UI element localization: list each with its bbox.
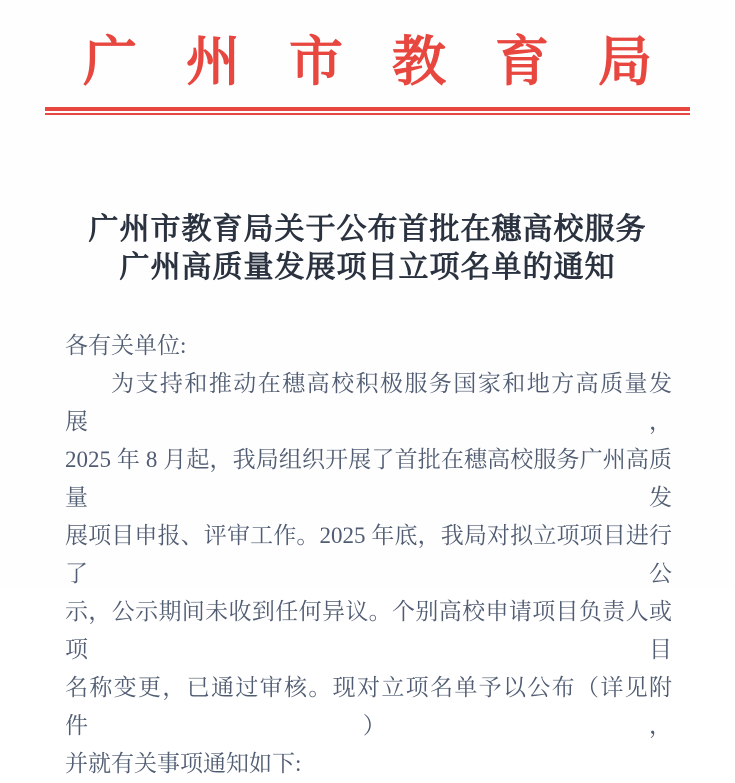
- notice-title: [0, 211, 735, 287]
- body-line: 名称变更，已通过审核。现对立项名单予以公布（详见附件），: [65, 675, 672, 738]
- letterhead: [0, 0, 735, 115]
- notice-body: [65, 327, 672, 783]
- letterhead-divider: [45, 107, 690, 115]
- body-line: 示，公示期间未收到任何异议。个别高校申请项目负责人或项目: [65, 599, 672, 662]
- body-line: 展项目申报、评审工作。2025 年底，我局对拟立项项目进行了公: [65, 523, 672, 586]
- notice-title-line2: 广州高质量发展项目立项名单的通知: [119, 251, 616, 284]
- agency-name: 广州市教育局: [83, 32, 701, 92]
- notice-title-line1: 广州市教育局关于公布首批在穗高校服务: [88, 213, 647, 246]
- salutation: 各有关单位:: [65, 333, 187, 358]
- body-line: 并就有关事项通知如下:: [65, 751, 302, 776]
- divider-thin-line: [45, 113, 690, 115]
- divider-thick-line: [45, 107, 690, 111]
- body-line: 为支持和推动在穗高校积极服务国家和地方高质量发展，: [65, 371, 672, 434]
- body-line: 2025 年 8 月起，我局组织开展了首批在穗高校服务广州高质量发: [65, 447, 672, 510]
